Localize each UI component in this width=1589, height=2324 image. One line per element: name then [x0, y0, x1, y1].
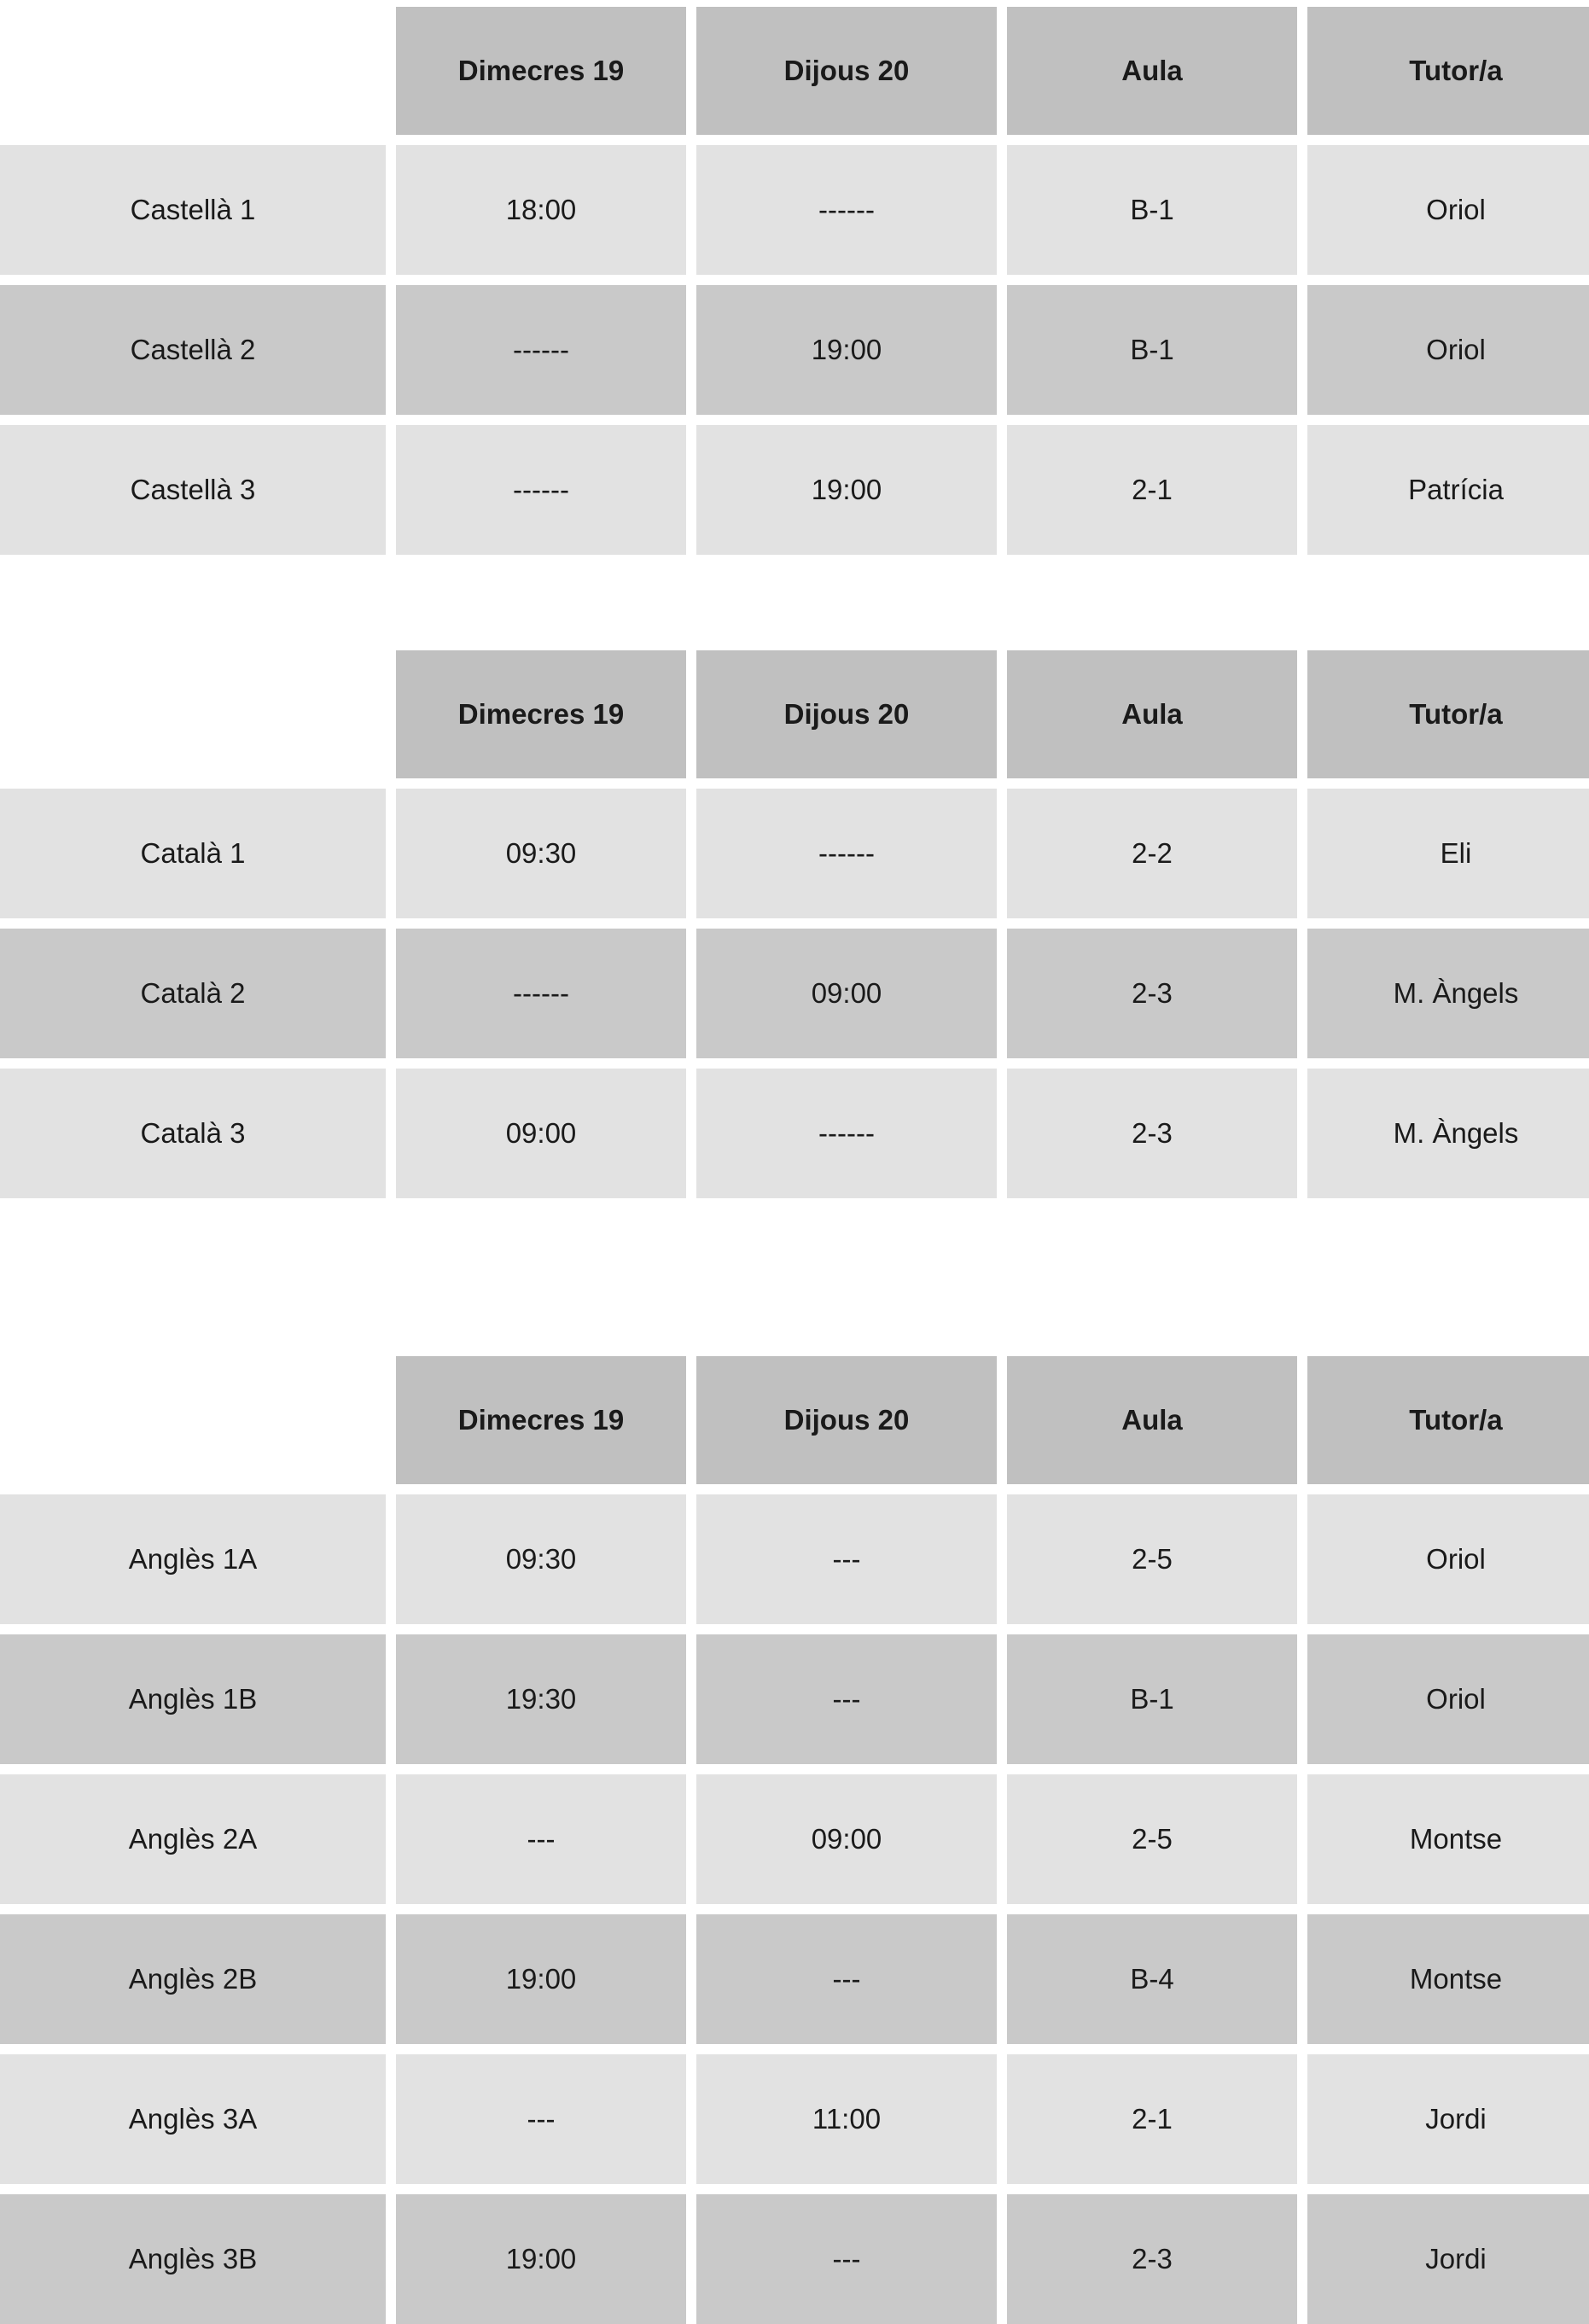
- column-spacer: [386, 1494, 396, 1624]
- column-spacer: [997, 1634, 1007, 1764]
- column-spacer: [997, 789, 1007, 918]
- table-header-row: [0, 7, 1589, 135]
- column-spacer: [997, 1069, 1007, 1198]
- cell-dimecres-19: 19:30: [396, 1634, 686, 1764]
- column-header: Dijous 20: [696, 1356, 997, 1484]
- column-header: Aula: [1007, 1356, 1297, 1484]
- cell-tutor: Jordi: [1307, 2194, 1589, 2324]
- cell-tutor: Patrícia: [1307, 425, 1589, 555]
- column-spacer: [386, 1069, 396, 1198]
- column-spacer: [686, 1914, 696, 2044]
- cell-tutor: Eli: [1307, 789, 1589, 918]
- row-spacer: [0, 2044, 1589, 2054]
- cell-aula: B-4: [1007, 1914, 1297, 2044]
- header-corner: [0, 1356, 386, 1484]
- table-row: [0, 425, 1589, 555]
- cell-dimecres-19: 09:30: [396, 789, 686, 918]
- column-spacer: [997, 650, 1007, 778]
- cell-dijous-20: 09:00: [696, 929, 997, 1058]
- column-header: Dimecres 19: [396, 1356, 686, 1484]
- table-castella: [0, 7, 1589, 555]
- column-spacer: [386, 285, 396, 415]
- cell-tutor: Montse: [1307, 1774, 1589, 1904]
- column-header: Dimecres 19: [396, 7, 686, 135]
- column-spacer: [686, 285, 696, 415]
- column-spacer: [386, 1356, 396, 1484]
- column-spacer: [686, 929, 696, 1058]
- column-spacer: [997, 145, 1007, 275]
- row-spacer: [0, 275, 1589, 285]
- column-spacer: [1297, 2054, 1307, 2184]
- cell-dimecres-19: 18:00: [396, 145, 686, 275]
- cell-dijous-20: 11:00: [696, 2054, 997, 2184]
- cell-tutor: Oriol: [1307, 1634, 1589, 1764]
- table-row: [0, 929, 1589, 1058]
- column-spacer: [1297, 1494, 1307, 1624]
- column-spacer: [1297, 2194, 1307, 2324]
- row-spacer: [0, 135, 1589, 145]
- table-row: [0, 2194, 1589, 2324]
- cell-dijous-20: ------: [696, 789, 997, 918]
- cell-dimecres-19: 19:00: [396, 1914, 686, 2044]
- cell-aula: B-1: [1007, 285, 1297, 415]
- cell-tutor: Oriol: [1307, 1494, 1589, 1624]
- cell-aula: 2-5: [1007, 1494, 1297, 1624]
- cell-aula: 2-1: [1007, 2054, 1297, 2184]
- cell-dijous-20: ---: [696, 1634, 997, 1764]
- cell-tutor: M. Àngels: [1307, 929, 1589, 1058]
- table-gap: [0, 1198, 1589, 1356]
- cell-aula: B-1: [1007, 145, 1297, 275]
- column-spacer: [997, 1774, 1007, 1904]
- table-row: [0, 285, 1589, 415]
- column-spacer: [386, 425, 396, 555]
- table-catala: [0, 650, 1589, 1198]
- column-spacer: [386, 2054, 396, 2184]
- column-spacer: [1297, 789, 1307, 918]
- column-spacer: [1297, 7, 1307, 135]
- column-spacer: [997, 929, 1007, 1058]
- column-spacer: [386, 1634, 396, 1764]
- tables-container: [0, 7, 1589, 2324]
- column-spacer: [386, 929, 396, 1058]
- column-spacer: [997, 7, 1007, 135]
- cell-aula: 2-3: [1007, 1069, 1297, 1198]
- row-label: Anglès 3B: [0, 2194, 386, 2324]
- cell-aula: 2-1: [1007, 425, 1297, 555]
- cell-dimecres-19: 09:00: [396, 1069, 686, 1198]
- column-spacer: [686, 7, 696, 135]
- table-row: [0, 2054, 1589, 2184]
- row-spacer: [0, 1058, 1589, 1069]
- row-label: Català 3: [0, 1069, 386, 1198]
- column-spacer: [686, 650, 696, 778]
- column-spacer: [686, 425, 696, 555]
- column-spacer: [386, 650, 396, 778]
- cell-dijous-20: ---: [696, 1914, 997, 2044]
- column-header: Tutor/a: [1307, 650, 1589, 778]
- cell-dimecres-19: ------: [396, 285, 686, 415]
- header-corner: [0, 7, 386, 135]
- cell-aula: 2-3: [1007, 929, 1297, 1058]
- table-angles: [0, 1356, 1589, 2324]
- column-spacer: [386, 1774, 396, 1904]
- column-spacer: [686, 789, 696, 918]
- cell-dimecres-19: ------: [396, 425, 686, 555]
- table-row: [0, 1069, 1589, 1198]
- column-spacer: [686, 145, 696, 275]
- cell-dijous-20: ------: [696, 145, 997, 275]
- column-spacer: [1297, 1634, 1307, 1764]
- cell-dijous-20: ---: [696, 2194, 997, 2324]
- cell-dimecres-19: 19:00: [396, 2194, 686, 2324]
- column-header: Aula: [1007, 7, 1297, 135]
- table-header-row: [0, 1356, 1589, 1484]
- row-label: Català 1: [0, 789, 386, 918]
- row-spacer: [0, 1484, 1589, 1494]
- column-header: Tutor/a: [1307, 1356, 1589, 1484]
- column-spacer: [1297, 1914, 1307, 2044]
- cell-tutor: Oriol: [1307, 145, 1589, 275]
- column-spacer: [1297, 1069, 1307, 1198]
- column-spacer: [1297, 145, 1307, 275]
- cell-dijous-20: 19:00: [696, 425, 997, 555]
- cell-dimecres-19: ---: [396, 1774, 686, 1904]
- row-label: Anglès 1B: [0, 1634, 386, 1764]
- column-spacer: [1297, 285, 1307, 415]
- row-label: Castellà 3: [0, 425, 386, 555]
- table-row: [0, 145, 1589, 275]
- row-label: Castellà 2: [0, 285, 386, 415]
- column-spacer: [997, 2194, 1007, 2324]
- column-spacer: [386, 1914, 396, 2044]
- cell-dimecres-19: ---: [396, 2054, 686, 2184]
- column-spacer: [997, 2054, 1007, 2184]
- table-row: [0, 1494, 1589, 1624]
- column-spacer: [1297, 929, 1307, 1058]
- column-spacer: [686, 1634, 696, 1764]
- cell-aula: 2-2: [1007, 789, 1297, 918]
- column-spacer: [1297, 1356, 1307, 1484]
- column-spacer: [686, 1774, 696, 1904]
- row-label: Anglès 3A: [0, 2054, 386, 2184]
- table-header-row: [0, 650, 1589, 778]
- cell-aula: 2-5: [1007, 1774, 1297, 1904]
- column-spacer: [1297, 1774, 1307, 1904]
- row-spacer: [0, 778, 1589, 789]
- column-spacer: [686, 1069, 696, 1198]
- cell-dijous-20: 09:00: [696, 1774, 997, 1904]
- column-spacer: [997, 1914, 1007, 2044]
- table-gap: [0, 555, 1589, 650]
- column-spacer: [686, 1494, 696, 1624]
- column-header: Aula: [1007, 650, 1297, 778]
- row-label: Anglès 2B: [0, 1914, 386, 2044]
- column-spacer: [997, 425, 1007, 555]
- cell-dimecres-19: 09:30: [396, 1494, 686, 1624]
- cell-dijous-20: 19:00: [696, 285, 997, 415]
- row-label: Anglès 2A: [0, 1774, 386, 1904]
- column-header: Dijous 20: [696, 7, 997, 135]
- column-spacer: [997, 1494, 1007, 1624]
- row-spacer: [0, 1624, 1589, 1634]
- header-corner: [0, 650, 386, 778]
- row-label: Anglès 1A: [0, 1494, 386, 1624]
- cell-dimecres-19: ------: [396, 929, 686, 1058]
- column-header: Dimecres 19: [396, 650, 686, 778]
- row-label: Castellà 1: [0, 145, 386, 275]
- column-spacer: [997, 285, 1007, 415]
- row-spacer: [0, 918, 1589, 929]
- column-spacer: [686, 1356, 696, 1484]
- column-spacer: [686, 2194, 696, 2324]
- column-header: Dijous 20: [696, 650, 997, 778]
- table-row: [0, 1914, 1589, 2044]
- cell-aula: 2-3: [1007, 2194, 1297, 2324]
- column-spacer: [386, 145, 396, 275]
- table-row: [0, 1774, 1589, 1904]
- column-spacer: [386, 789, 396, 918]
- top-spacer: [0, 0, 1589, 7]
- cell-aula: B-1: [1007, 1634, 1297, 1764]
- row-spacer: [0, 2184, 1589, 2194]
- column-spacer: [1297, 425, 1307, 555]
- cell-dijous-20: ------: [696, 1069, 997, 1198]
- table-row: [0, 1634, 1589, 1764]
- row-label: Català 2: [0, 929, 386, 1058]
- row-spacer: [0, 415, 1589, 425]
- table-row: [0, 789, 1589, 918]
- column-spacer: [686, 2054, 696, 2184]
- cell-tutor: M. Àngels: [1307, 1069, 1589, 1198]
- cell-tutor: Montse: [1307, 1914, 1589, 2044]
- cell-dijous-20: ---: [696, 1494, 997, 1624]
- column-spacer: [386, 2194, 396, 2324]
- row-spacer: [0, 1764, 1589, 1774]
- column-header: Tutor/a: [1307, 7, 1589, 135]
- cell-tutor: Jordi: [1307, 2054, 1589, 2184]
- column-spacer: [1297, 650, 1307, 778]
- row-spacer: [0, 1904, 1589, 1914]
- cell-tutor: Oriol: [1307, 285, 1589, 415]
- column-spacer: [386, 7, 396, 135]
- column-spacer: [997, 1356, 1007, 1484]
